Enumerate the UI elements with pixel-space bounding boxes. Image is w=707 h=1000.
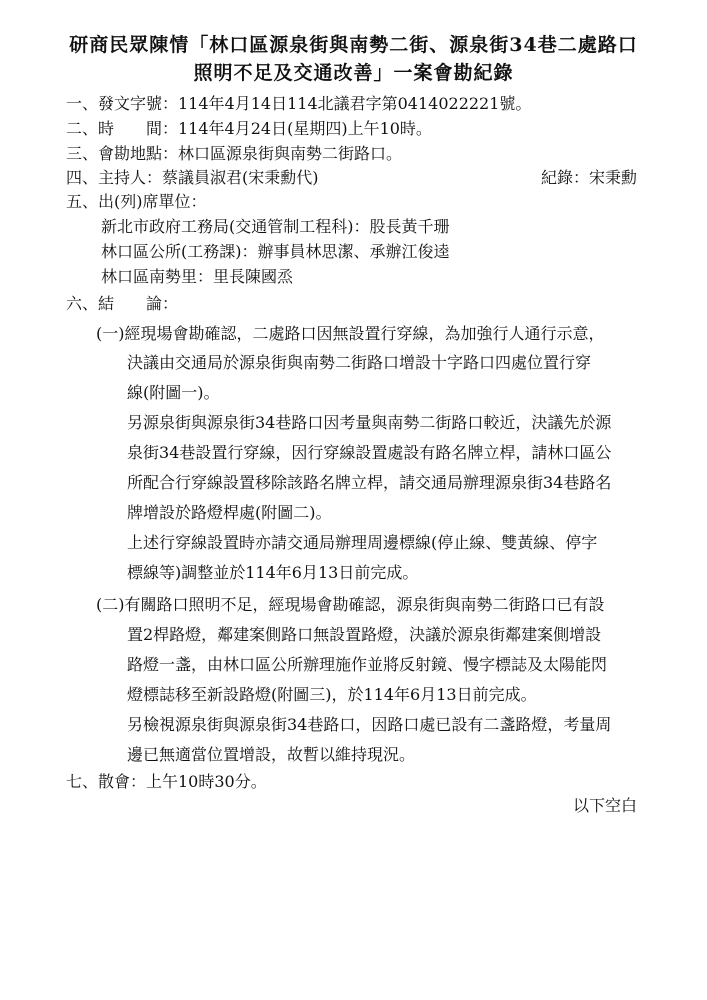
attendee-item: 林口區南勢里：里長陳國烝 — [101, 267, 294, 286]
time-line: 二、時 間：114年4月24日(星期四)上午10時。 — [66, 119, 432, 138]
conclusion-heading: 六、結 論： — [66, 294, 179, 313]
end-note: 以下空白 — [573, 796, 638, 815]
conclusion-1-line: 所配合行穿線設置移除該路名牌立桿，請交通局辦理源泉街34巷路名 — [127, 473, 612, 492]
conclusion-2-line: 置2桿路燈，鄰建案側路口無設置路燈，決議於源泉街鄰建案側增設 — [127, 625, 602, 644]
conclusion-2-line: 另檢視源泉街與源泉街34巷路口，因路口處已設有二盞路燈，考量周 — [127, 715, 612, 734]
conclusion-2-line: 燈標誌移至新設路燈(附圖三)，於114年6月13日前完成。 — [127, 685, 537, 704]
host-line: 四、主持人：蔡議員淑君(宋秉勳代) — [66, 168, 319, 187]
conclusion-1-line: 線(附圖一)。 — [127, 383, 220, 402]
attendee-item: 林口區公所(工務課)：辦事員林思潔、承辦江俊逵 — [101, 242, 450, 261]
doc-number-line: 一、發文字號：114年4月14日114北議君字第0414022221號。 — [66, 94, 532, 113]
conclusion-1-line: (一)經現場會勘確認，二處路口因無設置行穿線，為加強行人通行示意， — [96, 324, 605, 343]
document-title-line-1: 研商民眾陳情「林口區源泉街與南勢二街、源泉街34巷二處路口 — [69, 34, 638, 56]
conclusion-1-line: 標線等)調整並於114年6月13日前完成。 — [127, 563, 419, 582]
adjourn-line: 七、散會：上午10時30分。 — [66, 772, 267, 791]
location-line: 三、會勘地點：林口區源泉街與南勢二街路口。 — [66, 144, 403, 163]
attendee-item: 新北市政府工務局(交通管制工程科)：股長黃千珊 — [101, 217, 450, 236]
document-title-line-2: 照明不足及交通改善」一案會勘紀錄 — [193, 62, 514, 84]
attendees-heading: 五、出(列)席單位： — [66, 192, 207, 211]
conclusion-2-line: 邊已無適當位置增設，故暫以維持現況。 — [127, 745, 416, 764]
conclusion-1-line: 決議由交通局於源泉街與南勢二街路口增設十字路口四處位置行穿 — [127, 353, 592, 372]
conclusion-2-line: (二)有關路口照明不足，經現場會勘確認，源泉街與南勢二街路口已有設 — [96, 595, 605, 614]
conclusion-1-line: 泉街34巷設置行穿線，因行穿線設置處設有路名牌立桿，請林口區公 — [127, 443, 612, 462]
recorder-line: 紀錄：宋秉勳 — [541, 168, 638, 187]
conclusion-1-line: 牌增設於路燈桿處(附圖二)。 — [127, 503, 332, 522]
conclusion-2-line: 路燈一盞，由林口區公所辦理施作並將反射鏡、慢字標誌及太陽能閃 — [127, 655, 608, 674]
conclusion-1-line: 上述行穿線設置時亦請交通局辦理周邊標線(停止線、雙黃線、停字 — [127, 533, 598, 552]
conclusion-1-line: 另源泉街與源泉街34巷路口因考量與南勢二街路口較近，決議先於源 — [127, 413, 612, 432]
